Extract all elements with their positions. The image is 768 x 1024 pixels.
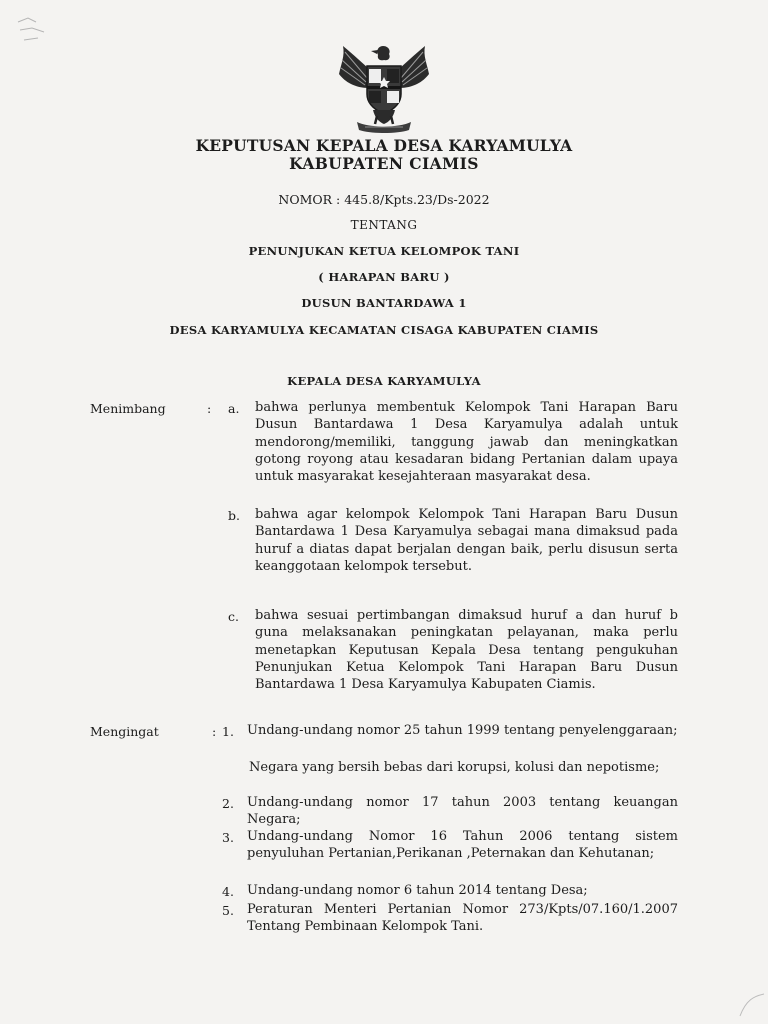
signatory-heading: KEPALA DESA KARYAMULYA [287,374,481,388]
document-title-regency: KABUPATEN CIAMIS [289,154,479,173]
mengingat-label: Mengingat [90,724,159,739]
menimbang-item-b-marker: b. [228,508,240,523]
menimbang-label: Menimbang [90,401,166,416]
mengingat-item-4: Undang-undang nomor 6 tahun 2014 tentang Desa; [247,883,588,898]
menimbang-item-c: bahwa sesuai pertimbangan dimaksud huruf a dan huruf b guna melaksanakan peningkatan pelayanan, maka perlu menetapkan Keputusan Kepala Desa tentang pengukuhan Penunjukan Ketua Kelompok Tani Harapan Baru Dusun Bantardawa 1 Desa Karyamulya Kabupaten Ciamis. [255,608,678,693]
mengingat-item-1-marker: 1. [222,724,234,739]
decree-number: NOMOR : 445.8/Kpts.23/Ds-2022 [278,192,490,207]
menimbang-item-b: bahwa agar kelompok Kelompok Tani Harapan Baru Dusun Bantardawa 1 Desa Karyamulya sebagai mana dimaksud pada huruf a diatas dapat berjalan dengan baik, perlu disusun serta keanggotaan kelompok tersebut. [255,507,678,574]
mengingat-colon: : [212,724,217,739]
scan-mark-corner [736,990,766,1023]
menimbang-item-c-marker: c. [228,609,239,624]
mengingat-item-2-marker: 2. [222,796,234,811]
document-title: KEPUTUSAN KEPALA DESA KARYAMULYA [195,136,573,155]
scan-mark [14,8,62,51]
garuda-emblem-icon [333,42,435,134]
menimbang-colon: : [207,401,212,416]
mengingat-item-3-marker: 3. [222,830,234,845]
mengingat-item-2: Undang-undang nomor 17 tahun 2003 tentang keuangan Negara; [247,795,678,828]
menimbang-item-a: bahwa perlunya membentuk Kelompok Tani Harapan Baru Dusun Bantardawa 1 Desa Karyamulya adalah untuk mendorong/memiliki, tanggung jawab dan meningkatkan gotong royong atau kesadaran bidang Pertanian dalam upaya untuk masyarakat kesejahteraan masyarakat desa. [255,400,678,485]
subject-line-4: DESA KARYAMULYA KECAMATAN CISAGA KABUPATEN CIAMIS [169,323,599,337]
mengingat-item-5-marker: 5. [222,903,234,918]
mengingat-item-3: Undang-undang Nomor 16 Tahun 2006 tentang sistem penyuluhan Pertanian,Perikanan ,Peternakan dan Kehutanan; [247,829,678,862]
menimbang-item-a-marker: a. [228,401,240,416]
subject-line-3: DUSUN BANTARDAWA 1 [301,296,467,310]
mengingat-item-1: Undang-undang nomor 25 tahun 1999 tentang penyelenggaraan; [247,723,678,738]
mengingat-item-5: Peraturan Menteri Pertanian Nomor 273/Kpts/07.160/1.2007 Tentang Pembinaan Kelompok Tani. [247,902,678,935]
tentang-label: TENTANG [350,218,418,232]
mengingat-item-4-marker: 4. [222,884,234,899]
subject-line-1: PENUNJUKAN KETUA KELOMPOK TANI [248,244,520,258]
mengingat-item-1-continuation: Negara yang bersih bebas dari korupsi, kolusi dan nepotisme; [249,760,660,775]
subject-line-2: ( HARAPAN BARU ) [318,270,450,284]
